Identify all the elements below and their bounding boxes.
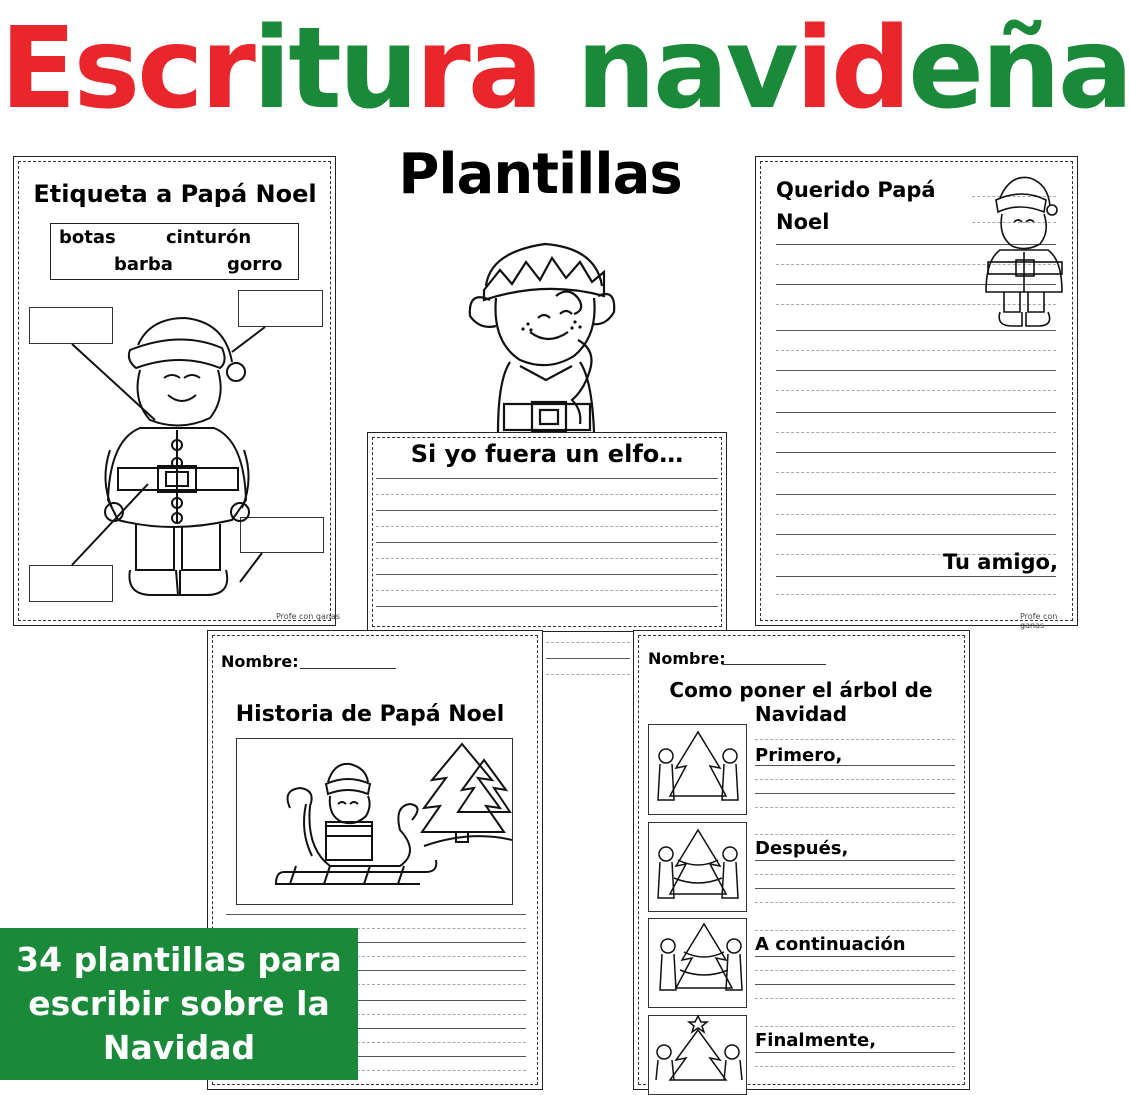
badge-line-1: 34 plantillas para bbox=[16, 940, 342, 979]
letter-closing: Tu amigo, bbox=[943, 550, 1058, 574]
label-page-credit: Profe con ganas bbox=[276, 612, 340, 621]
label-page-title: Etiqueta a Papá Noel bbox=[33, 180, 317, 208]
step-2-image bbox=[648, 822, 747, 912]
tree-name-label: Nombre: bbox=[648, 649, 726, 668]
label-box-left-top[interactable] bbox=[29, 307, 113, 344]
step-4-lines[interactable] bbox=[755, 1022, 955, 1078]
title-part-1: Escr bbox=[0, 4, 253, 134]
step-4-label: Finalmente, bbox=[755, 1030, 877, 1051]
badge-line-3: Navidad bbox=[102, 1028, 256, 1067]
step-2-label: Después, bbox=[755, 838, 849, 859]
title-part-5: id bbox=[795, 4, 909, 134]
elf-writing-lines[interactable] bbox=[376, 470, 718, 620]
tree-title-line2: Navidad bbox=[754, 702, 848, 726]
letter-greeting-line2: Noel bbox=[776, 210, 830, 234]
letter-greeting-line1: Querido Papá bbox=[776, 178, 936, 202]
label-box-right-top[interactable] bbox=[238, 290, 323, 327]
word-gorro: gorro bbox=[227, 254, 283, 275]
letter-page-credit: Profe con ganas bbox=[1020, 612, 1058, 630]
word-botas: botas bbox=[59, 227, 116, 248]
title-part-4: nav bbox=[576, 4, 796, 134]
label-box-right-bottom[interactable] bbox=[240, 517, 324, 553]
tree-name-field[interactable] bbox=[722, 664, 826, 665]
step-1-lines[interactable] bbox=[755, 735, 955, 815]
step-4-image bbox=[648, 1015, 747, 1095]
elf-page-lower-lines bbox=[546, 632, 630, 676]
step-1-label: Primero, bbox=[755, 745, 843, 766]
story-name-field[interactable] bbox=[300, 668, 396, 669]
word-cinturon: cinturón bbox=[166, 227, 252, 248]
main-title bbox=[0, 4, 1130, 134]
step-1-image bbox=[648, 724, 747, 815]
title-part-6: eña bbox=[908, 4, 1130, 134]
word-bank bbox=[50, 223, 299, 280]
subtitle: Plantillas bbox=[398, 142, 682, 207]
story-name-label: Nombre: bbox=[221, 652, 299, 671]
step-3-image bbox=[648, 918, 747, 1008]
step-3-lines[interactable] bbox=[755, 926, 955, 1006]
elf-page-title: Si yo fuera un elfo… bbox=[410, 440, 684, 468]
story-picture-frame bbox=[236, 738, 513, 905]
title-part-3: ra bbox=[415, 4, 577, 134]
step-3-label: A continuación bbox=[755, 934, 906, 955]
story-page-title: Historia de Papá Noel bbox=[235, 702, 505, 727]
label-box-left-bottom[interactable] bbox=[29, 565, 113, 602]
step-2-lines[interactable] bbox=[755, 830, 955, 910]
promo-badge bbox=[0, 928, 358, 1080]
badge-line-2: escribir sobre la bbox=[28, 984, 330, 1023]
word-barba: barba bbox=[114, 254, 173, 275]
title-part-2: itu bbox=[252, 4, 416, 134]
tree-title-line1: Como poner el árbol de bbox=[669, 678, 933, 702]
letter-writing-lines[interactable] bbox=[776, 180, 1056, 600]
